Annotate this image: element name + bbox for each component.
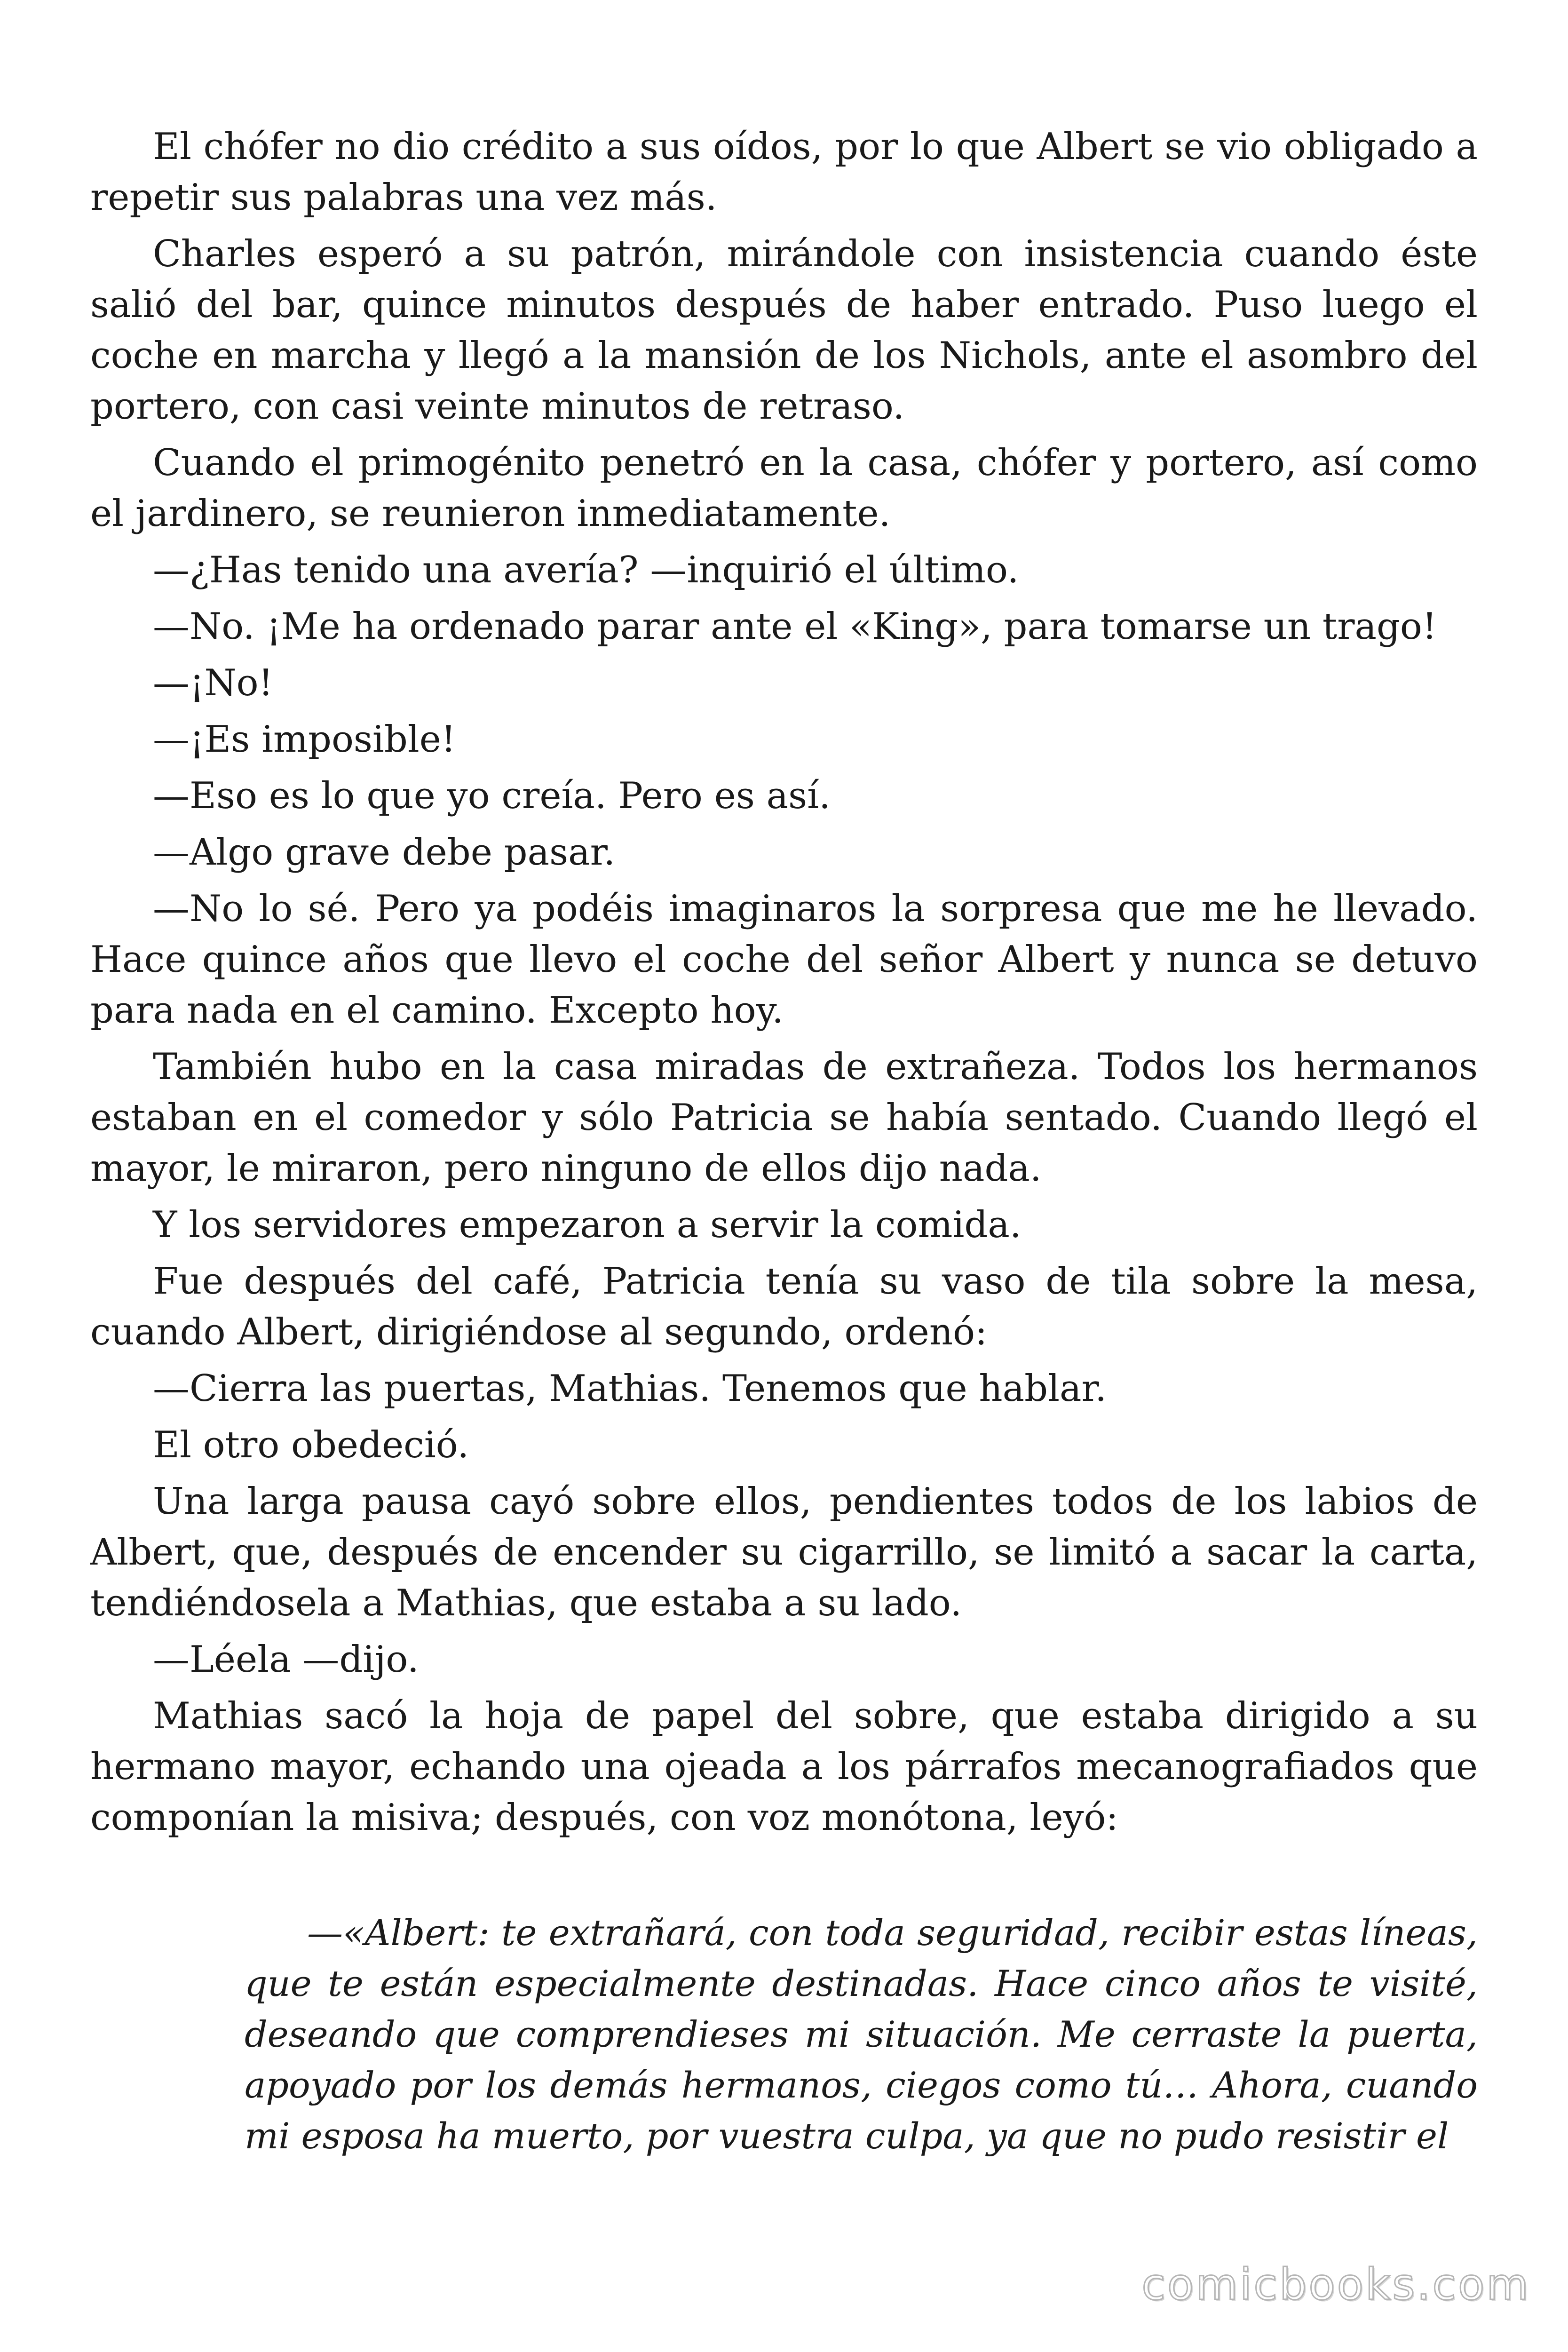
paragraph-17: —Léela —dijo. [153,1638,419,1681]
paragraph-11: También hubo en la casa miradas de extrañeza. Todos los hermanos estaban en el comedor y sólo Patricia se había sentado. Cuando llegó el mayor, le miraron, pero ninguno de ellos dijo nada. [90,1046,1478,1190]
paragraph-6: —¡No! [153,662,273,704]
body-text [90,121,1478,1849]
paragraph-1: El chófer no dio crédito a sus oídos, por lo que Albert se vio obligado a repetir sus palabras una vez más. [90,126,1478,219]
paragraph-12: Y los servidores empezaron a servir la comida. [153,1204,1022,1246]
paragraph-10: —No lo sé. Pero ya podéis imaginaros la sorpresa que me he llevado. Hace quince años que llevo el coche del señor Albert y nunca se detuvo para nada en el camino. Excepto hoy. [90,888,1478,1032]
paragraph-16: Una larga pausa cayó sobre ellos, pendientes todos de los labios de Albert, que, después de encender su cigarrillo, se limitó a sacar la carta, tendiéndosela a Mathias, que estaba a su lado. [90,1480,1478,1624]
paragraph-2: Charles esperó a su patrón, mirándole con insistencia cuando éste salió del bar, quince minutos después de haber entrado. Puso luego el coche en marcha y llegó a la mansión de los Nichols, ante el asombro del portero, con casi veinte minutos de retraso. [90,233,1478,428]
letter-quote: —«Albert: te extrañará, con toda seguridad, recibir estas líneas, que te están especialmente destinadas. Hace cinco años te visité, deseando que comprendieses mi situación. Me cerraste la puerta, apoyado por los demás hermanos, ciegos como tú… Ahora, cuando mi esposa ha muerto, por vuestra culpa, ya que no pudo resistir el [245,1912,1478,2157]
paragraph-9: —Algo grave debe pasar. [153,831,616,874]
paragraph-8: —Eso es lo que yo creía. Pero es así. [153,775,831,817]
paragraph-14: —Cierra las puertas, Mathias. Tenemos que hablar. [153,1367,1107,1410]
paragraph-3: Cuando el primogénito penetró en la casa, chófer y portero, así como el jardinero, se reunieron inmediatamente. [90,442,1478,535]
paragraph-4: —¿Has tenido una avería? —inquirió el último. [153,549,1019,591]
watermark-logo: comicbooks.com [1141,2259,1530,2310]
paragraph-18: Mathias sacó la hoja de papel del sobre, que estaba dirigido a su hermano mayor, echando una ojeada a los párrafos mecanografiados que componían la misiva; después, con voz monótona, leyó: [90,1695,1478,1839]
paragraph-5: —No. ¡Me ha ordenado parar ante el «King», para tomarse un trago! [153,605,1437,648]
paragraph-13: Fue después del café, Patricia tenía su vaso de tila sobre la mesa, cuando Albert, dirigiéndose al segundo, ordenó: [90,1260,1478,1353]
paragraph-15: El otro obedeció. [153,1424,469,1466]
paragraph-7: —¡Es imposible! [153,718,456,761]
